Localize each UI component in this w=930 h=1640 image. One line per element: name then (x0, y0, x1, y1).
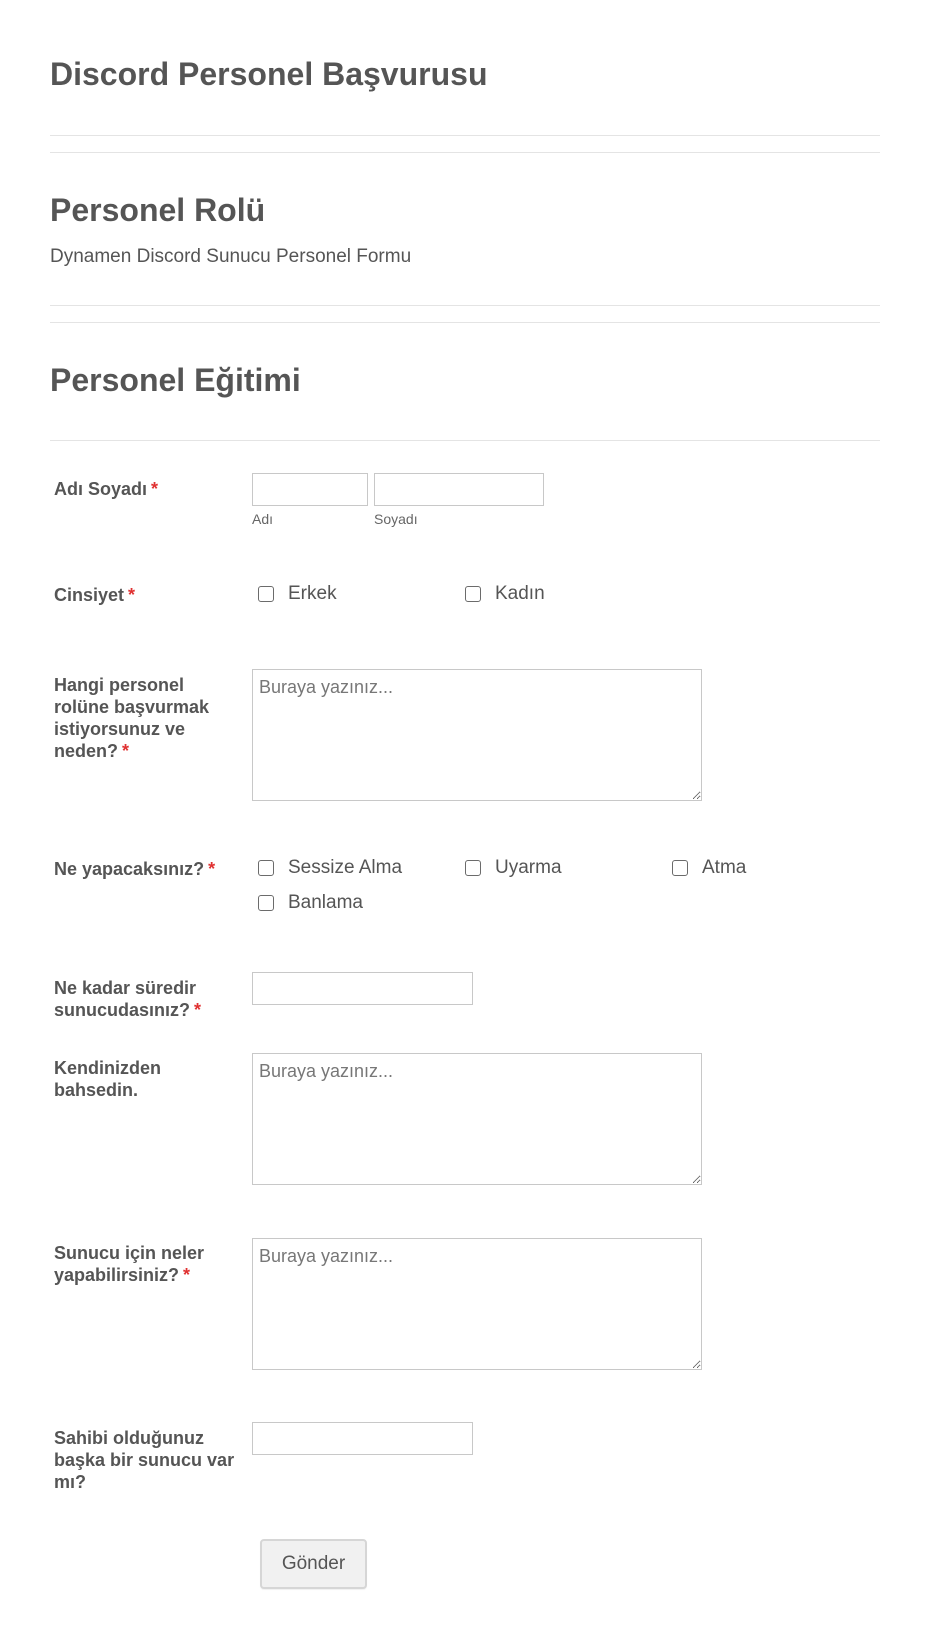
action-option-banlama[interactable]: Banlama (258, 893, 363, 912)
divider (50, 135, 880, 136)
divider (50, 152, 880, 153)
checkbox[interactable] (672, 860, 688, 876)
contribute-label: Sunucu için neler yapabilirsiniz? * (54, 1243, 205, 1285)
divider (50, 440, 880, 441)
gender-option-kadin[interactable]: Kadın (465, 584, 545, 603)
required-mark: * (183, 1265, 191, 1285)
checkbox[interactable] (258, 586, 274, 602)
required-mark: * (122, 741, 130, 761)
about-label: Kendinizden bahsedin. (54, 1058, 161, 1100)
duration-input[interactable] (252, 972, 473, 1005)
role-reason-label: Hangi personel rolüne başvurmak istiyorsunuz ve neden? * (54, 675, 210, 761)
contribute-textarea[interactable] (252, 1238, 702, 1370)
first-name-input[interactable] (252, 473, 368, 506)
gender-label: Cinsiyet * (54, 585, 136, 605)
form-title: Discord Personel Başvurusu (50, 56, 488, 92)
gender-option-erkek[interactable]: Erkek (258, 584, 337, 603)
about-textarea[interactable] (252, 1053, 702, 1185)
required-mark: * (151, 479, 159, 499)
checkbox[interactable] (258, 895, 274, 911)
section-title-role: Personel Rolü (50, 192, 266, 228)
required-mark: * (194, 1000, 202, 1020)
checkbox[interactable] (465, 586, 481, 602)
action-option-atma[interactable]: Atma (672, 858, 746, 877)
section-subtitle: Dynamen Discord Sunucu Personel Formu (50, 246, 412, 267)
name-label: Adı Soyadı * (54, 479, 159, 499)
divider (50, 305, 880, 306)
checkbox[interactable] (465, 860, 481, 876)
role-reason-textarea[interactable] (252, 669, 702, 801)
other-server-input[interactable] (252, 1422, 473, 1455)
divider (50, 322, 880, 323)
section-title-training: Personel Eğitimi (50, 362, 301, 398)
submit-button[interactable]: Gönder (260, 1539, 367, 1589)
other-server-label: Sahibi olduğunuz başka bir sunucu var mı? (54, 1428, 235, 1492)
first-name-sublabel: Adı (252, 511, 274, 527)
action-option-uyarma[interactable]: Uyarma (465, 858, 562, 877)
required-mark: * (208, 859, 216, 879)
actions-label: Ne yapacaksınız? * (54, 859, 216, 879)
last-name-sublabel: Soyadı (374, 511, 418, 527)
checkbox[interactable] (258, 860, 274, 876)
last-name-input[interactable] (374, 473, 544, 506)
action-option-sessize-alma[interactable]: Sessize Alma (258, 858, 402, 877)
required-mark: * (128, 585, 136, 605)
duration-label: Ne kadar süredir sunucudasınız? * (54, 978, 202, 1020)
